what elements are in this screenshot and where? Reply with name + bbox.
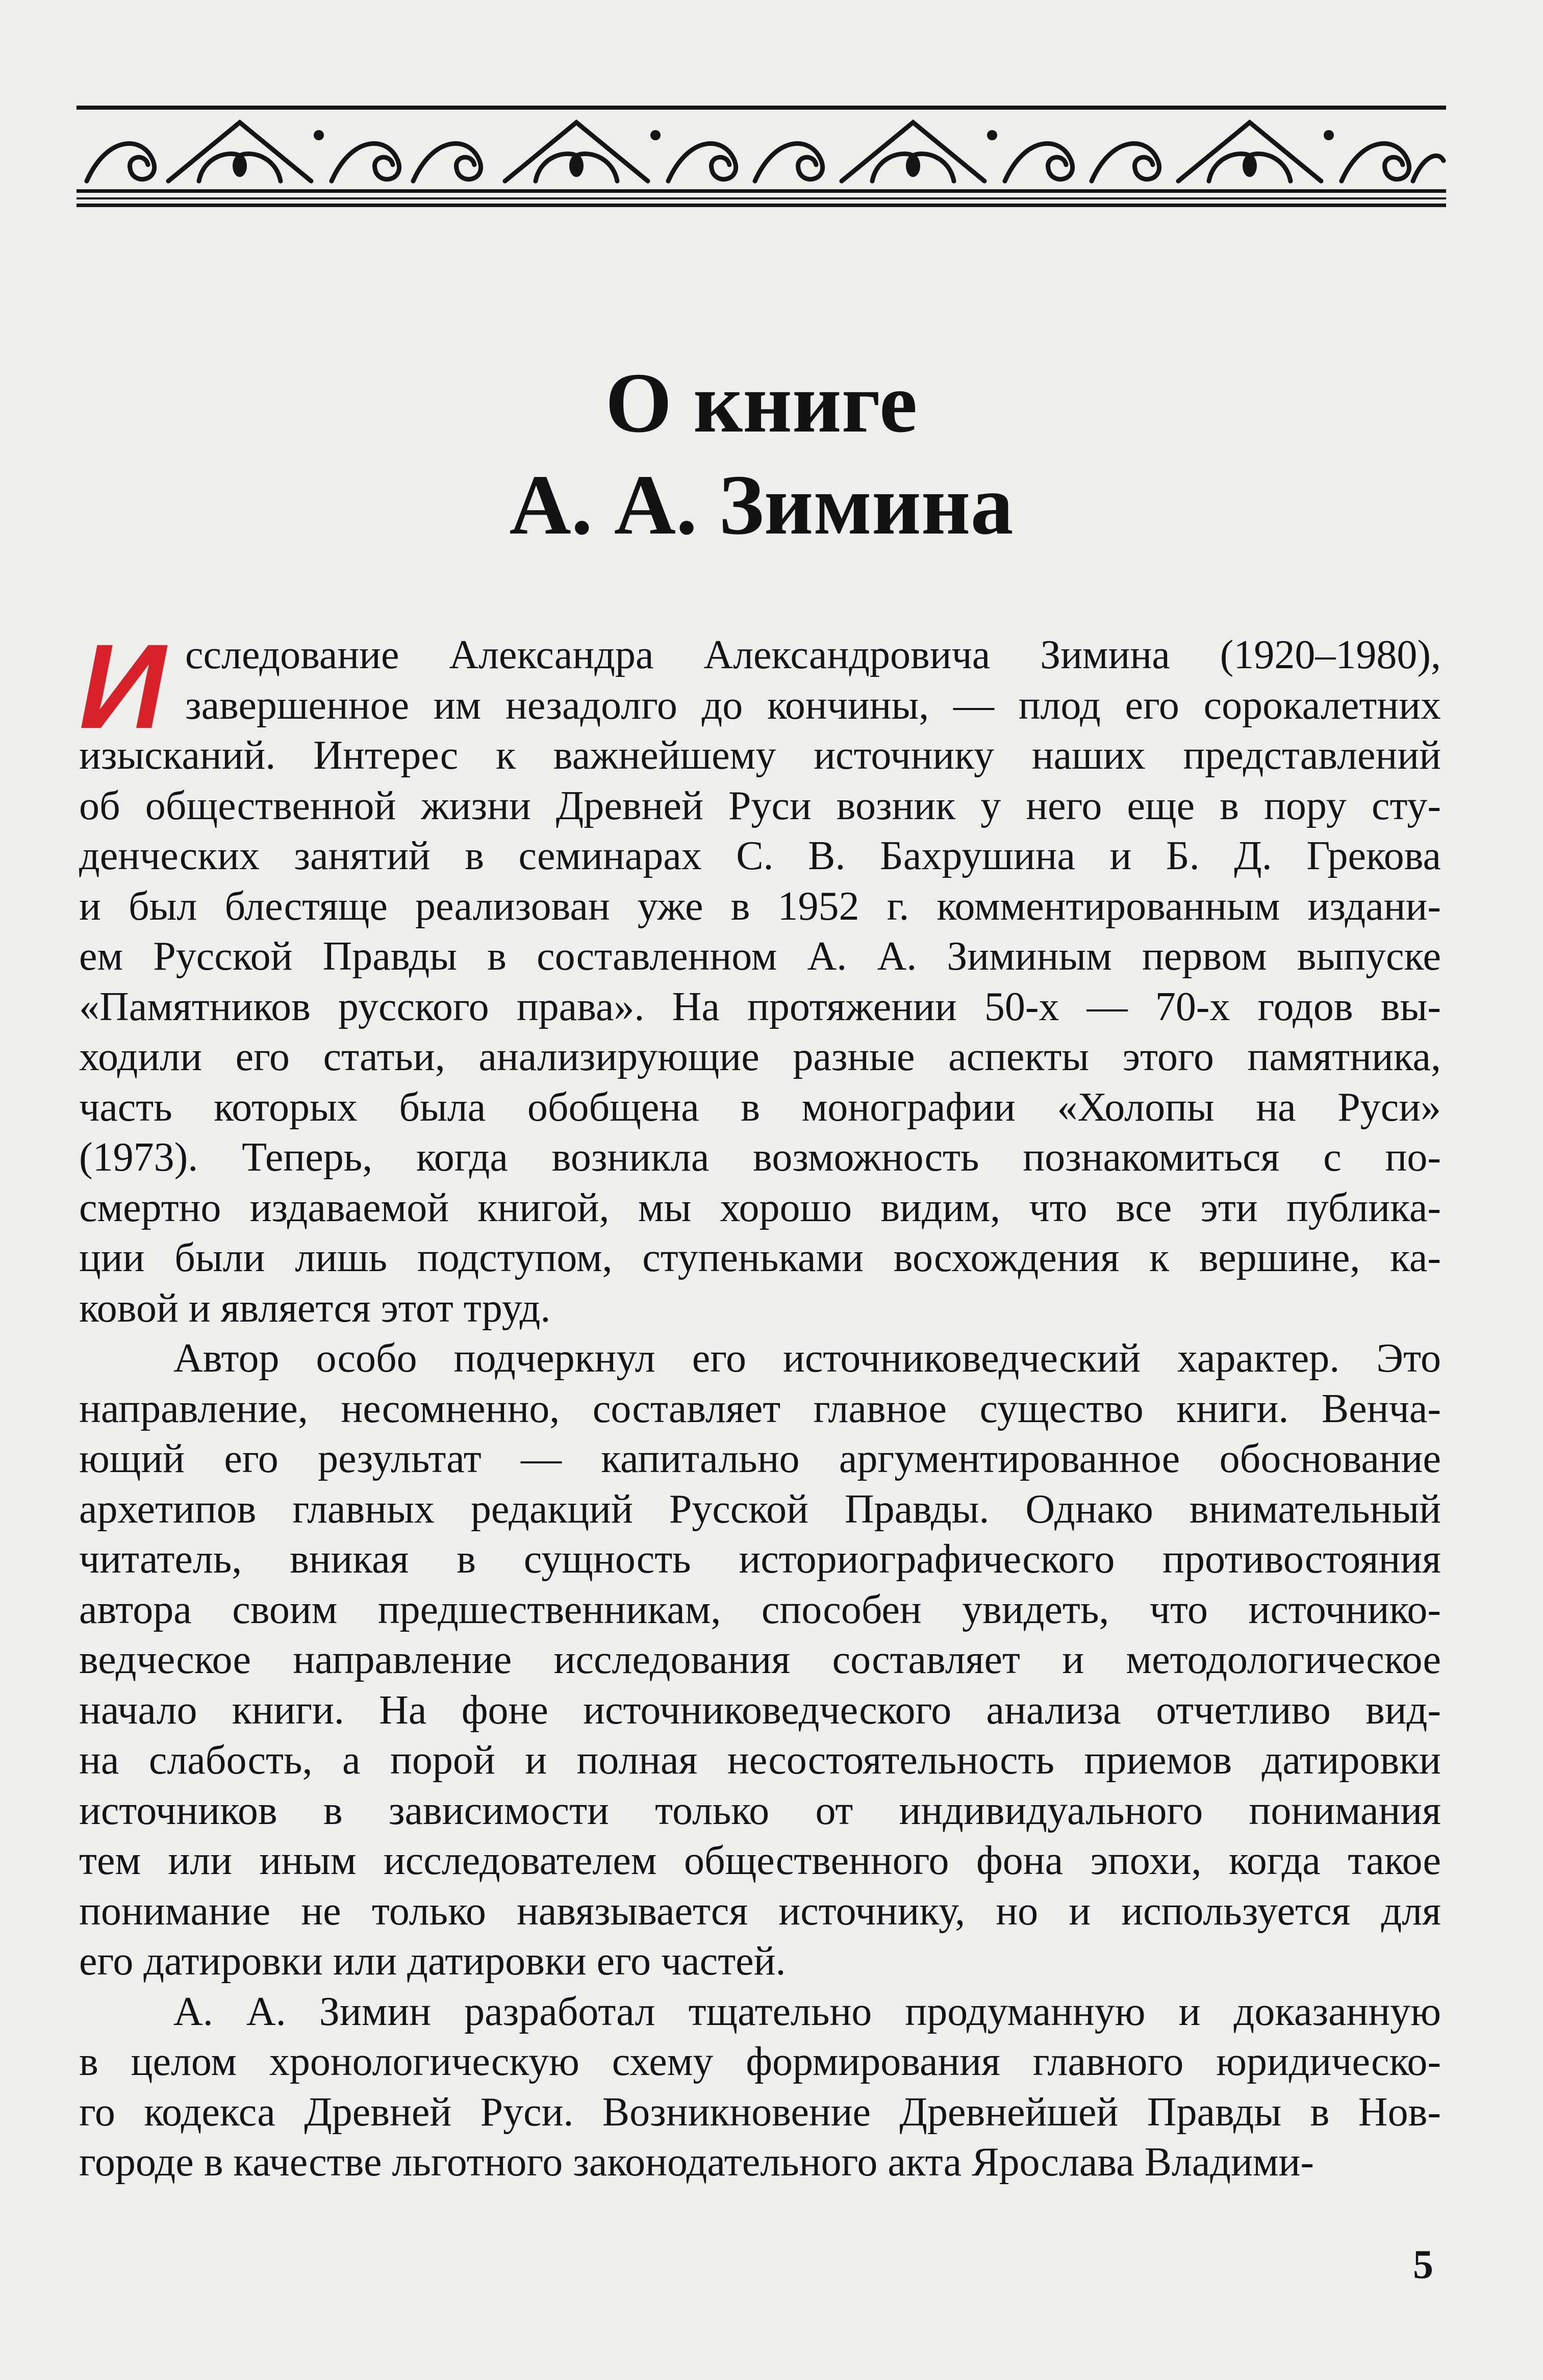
ornament-scrollwork bbox=[87, 122, 1444, 181]
paragraph bbox=[79, 1333, 1441, 1987]
text-line: денческих занятий в семинарах С. В. Бахрушина и Б. Д. Грекова bbox=[79, 833, 1441, 878]
text-line: начало книги. На фоне источниковедческого анализа отчетливо вид- bbox=[79, 1687, 1441, 1733]
text-line: источников в зависимости только от индивидуального понимания bbox=[79, 1788, 1441, 1833]
text-line: го кодекса Древней Руси. Возникновение Древнейшей Правды в Нов- bbox=[79, 2089, 1441, 2135]
text-line: сследование Александра Александровича Зимина (1920–1980), bbox=[185, 632, 1441, 677]
chapter-title bbox=[77, 352, 1446, 556]
text-line: его датировки или датировки его частей. bbox=[79, 1939, 786, 1984]
text-line: ковой и является этот труд. bbox=[79, 1285, 551, 1331]
text-line: читатель, вникая в сущность историографического противостояния bbox=[79, 1537, 1441, 1582]
text-line: смертно издаваемой книгой, мы хорошо видим, что все эти публика- bbox=[79, 1185, 1441, 1230]
text-line: изысканий. Интерес к важнейшему источнику наших представлений bbox=[79, 733, 1441, 778]
text-line: ходили его статьи, анализирующие разные аспекты этого памятника, bbox=[79, 1034, 1441, 1079]
text-line: понимание не только навязывается источнику, но и используется для bbox=[79, 1888, 1441, 1934]
text-line: Автор особо подчеркнул его источниковедческий характер. Это bbox=[173, 1336, 1441, 1381]
chapter-title-line-2: А. А. Зимина bbox=[509, 458, 1014, 552]
text-line: направление, несомненно, составляет главное существо книги. Венча- bbox=[79, 1386, 1441, 1431]
body-text bbox=[79, 619, 1441, 2188]
text-line: ции были лишь подступом, ступеньками восхождения к вершине, ка- bbox=[79, 1235, 1441, 1280]
paragraph bbox=[79, 1987, 1441, 2188]
text-line: и был блестяще реализован уже в 1952 г. комментированным издани- bbox=[79, 883, 1441, 929]
chapter-title-line-1: О книге bbox=[605, 356, 918, 450]
text-line: А. А. Зимин разработал тщательно продуманную и доказанную bbox=[173, 1989, 1441, 2034]
text-line: на слабость, а порой и полная несостоятельность приемов датировки bbox=[79, 1738, 1441, 1783]
text-line: городе в качестве льготного законодательного акта Ярослава Владими- bbox=[79, 2140, 1314, 2185]
paragraph bbox=[79, 619, 1441, 1333]
text-line: (1973). Теперь, когда возникла возможность познакомиться с по- bbox=[79, 1135, 1441, 1180]
text-line: об общественной жизни Древней Руси возник у него еще в пору сту- bbox=[79, 783, 1441, 828]
text-line: «Памятников русского права». На протяжении 50-х — 70-х годов вы- bbox=[79, 984, 1441, 1029]
page-number: 5 bbox=[1413, 2242, 1433, 2287]
text-line: завершенное им незадолго до кончины, — плод его сорокалетних bbox=[185, 682, 1441, 728]
text-line: часть которых была обобщена в монографии «Холопы на Руси» bbox=[79, 1084, 1441, 1130]
text-line: архетипов главных редакций Русской Правды. Однако внимательный bbox=[79, 1486, 1441, 1532]
text-line: ем Русской Правды в составленном А. А. Зиминым первом выпуске bbox=[79, 934, 1441, 979]
text-line: тем или иным исследователем общественного фона эпохи, когда такое bbox=[79, 1838, 1441, 1883]
text-line: ющий его результат — капитально аргументированное обоснование bbox=[79, 1436, 1441, 1481]
text-line: в целом хронологическую схему формирования главного юридическо- bbox=[79, 2039, 1441, 2084]
text-line: ведческое направление исследования составляет и методологическое bbox=[79, 1637, 1441, 1682]
ornamental-header-band bbox=[77, 105, 1446, 212]
text-line: автора своим предшественникам, способен увидеть, что источнико- bbox=[79, 1587, 1441, 1632]
drop-cap-letter: И bbox=[79, 619, 166, 754]
